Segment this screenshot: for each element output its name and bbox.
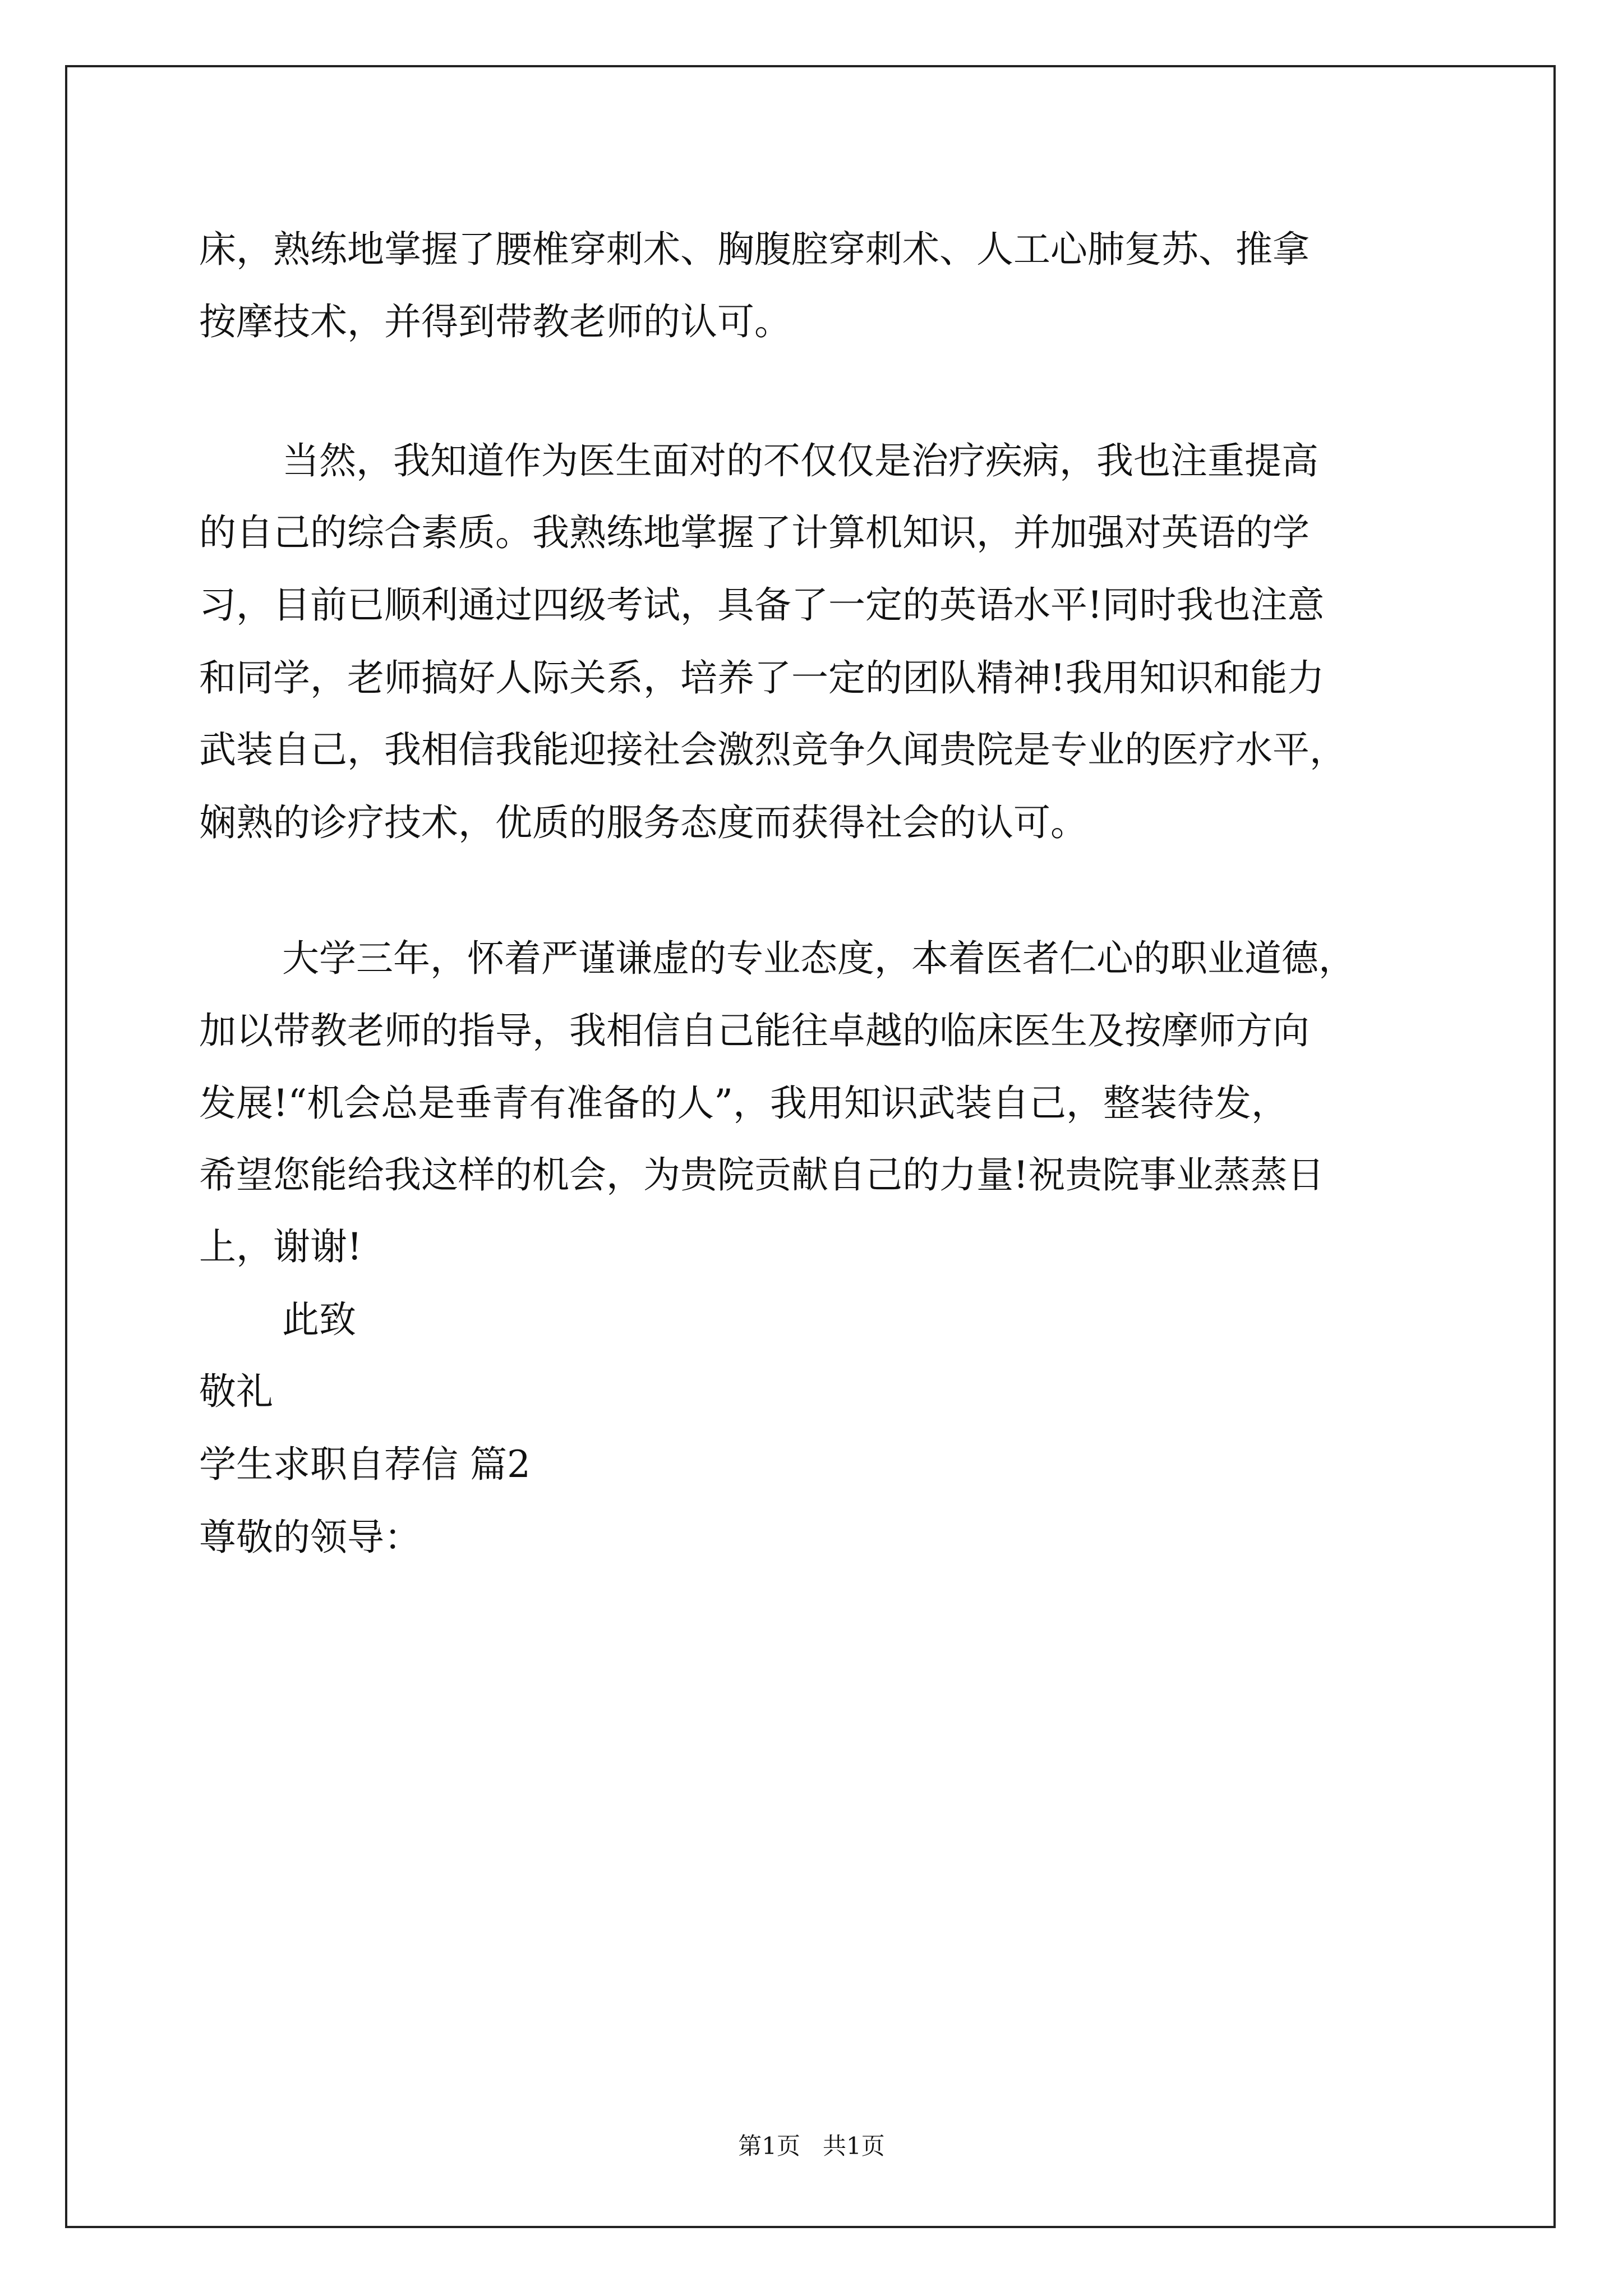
body-line-4: 的自己的综合素质。我熟练地掌握了计算机知识，并加强对英语的学 xyxy=(199,511,1310,554)
greeting-line: 尊敬的领导： xyxy=(199,1516,421,1559)
body-line-1: 床，熟练地掌握了腰椎穿刺术、胸腹腔穿刺术、人工心肺复苏、推拿 xyxy=(199,228,1310,271)
body-line-8: 娴熟的诊疗技术，优质的服务态度而获得社会的认可。 xyxy=(199,801,1087,844)
body-line-3: 当然，我知道作为医生面对的不仅仅是治疗疾病，我也注重提高 xyxy=(282,439,1318,482)
body-line-9: 大学三年，怀着严谨谦虚的专业态度，本着医者仁心的职业道德， xyxy=(282,937,1355,980)
body-line-2: 按摩技术，并得到带教老师的认可。 xyxy=(199,300,791,343)
body-line-7: 武装自己，我相信我能迎接社会激烈竞争久闻贵院是专业的医疗水平， xyxy=(199,728,1347,771)
body-line-13: 上，谢谢! xyxy=(199,1225,362,1268)
closing-phrase: 此致 xyxy=(282,1298,356,1341)
section-heading: 学生求职自荐信 篇2 xyxy=(199,1443,531,1486)
body-line-11: 发展!“机会总是垂青有准备的人”，我用知识武装自己，整装待发， xyxy=(199,1082,1289,1125)
page-footer: 第1页 共1页 xyxy=(738,2132,885,2160)
page-border xyxy=(65,65,1556,2228)
body-line-10: 加以带教老师的指导，我相信自己能往卓越的临床医生及按摩师方向 xyxy=(199,1009,1310,1052)
body-line-6: 和同学，老师搞好人际关系，培养了一定的团队精神!我用知识和能力 xyxy=(199,656,1325,700)
body-line-12: 希望您能给我这样的机会，为贵院贡献自己的力量!祝贵院事业蒸蒸日 xyxy=(199,1153,1325,1197)
salutation-closing: 敬礼 xyxy=(199,1370,273,1413)
body-line-5: 习，目前已顺利通过四级考试，具备了一定的英语水平!同时我也注意 xyxy=(199,583,1325,627)
